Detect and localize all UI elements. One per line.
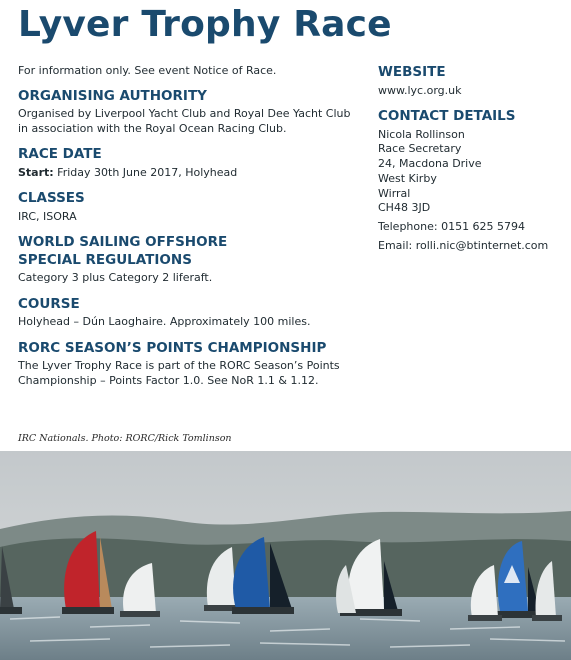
- contact-line: CH48 3JD: [378, 201, 431, 215]
- special-regulations-heading-line1: WORLD SAILING OFFSHORE: [18, 234, 228, 250]
- race-info-column: [18, 64, 358, 398]
- contact-line: 24, Macdona Drive: [378, 157, 482, 171]
- race-date-text: [18, 166, 358, 181]
- start-label: Start:: [18, 165, 54, 179]
- classes-text: IRC, ISORA: [18, 209, 77, 223]
- start-value: Friday 30th June 2017, Holyhead: [53, 165, 238, 179]
- contact-telephone: Telephone: 0151 625 5794: [378, 220, 526, 234]
- contact-line: Wirral: [378, 186, 411, 200]
- contact-address: [378, 128, 568, 217]
- photo-caption: IRC Nationals. Photo: RORC/Rick Tomlinson: [18, 433, 232, 444]
- contact-line: Nicola Rollinson: [378, 127, 465, 141]
- race-date-heading: RACE DATE: [18, 146, 102, 162]
- contact-email[interactable]: Email: rolli.nic@btinternet.com: [378, 239, 549, 253]
- classes-heading: CLASSES: [18, 190, 85, 206]
- organising-authority-heading: ORGANISING AUTHORITY: [18, 87, 207, 104]
- sailing-race-photo: [0, 451, 571, 660]
- intro-text: For information only. See event Notice of Race.: [18, 64, 277, 77]
- website-url[interactable]: [378, 84, 568, 99]
- points-championship-text: The Lyver Trophy Race is part of the RORC Season’s Points Championship – Points Factor 1.0. See NoR 1.1 & 1.12.: [18, 359, 340, 387]
- contact-column: [378, 64, 568, 254]
- points-championship-heading: RORC SEASON’S POINTS CHAMPIONSHIP: [18, 339, 327, 356]
- website-heading: WEBSITE: [378, 64, 446, 80]
- sailing-race-image: [0, 451, 571, 660]
- organising-authority-text: Organised by Liverpool Yacht Club and Royal Dee Yacht Club in association with the Royal Ocean Racing Club.: [18, 107, 351, 135]
- page-title: Lyver Trophy Race: [18, 4, 392, 45]
- special-regulations-heading-line2: SPECIAL REGULATIONS: [18, 251, 192, 268]
- special-regulations-heading: [18, 234, 358, 269]
- course-heading: COURSE: [18, 295, 80, 312]
- contact-line: Race Secretary: [378, 142, 462, 156]
- contact-heading: CONTACT DETAILS: [378, 108, 516, 124]
- website-link[interactable]: www.lyc.org.uk: [378, 83, 462, 97]
- course-text: Holyhead – Dún Laoghaire. Approximately 100 miles.: [18, 315, 311, 328]
- special-regulations-text: Category 3 plus Category 2 liferaft.: [18, 271, 213, 284]
- contact-line: West Kirby: [378, 171, 437, 185]
